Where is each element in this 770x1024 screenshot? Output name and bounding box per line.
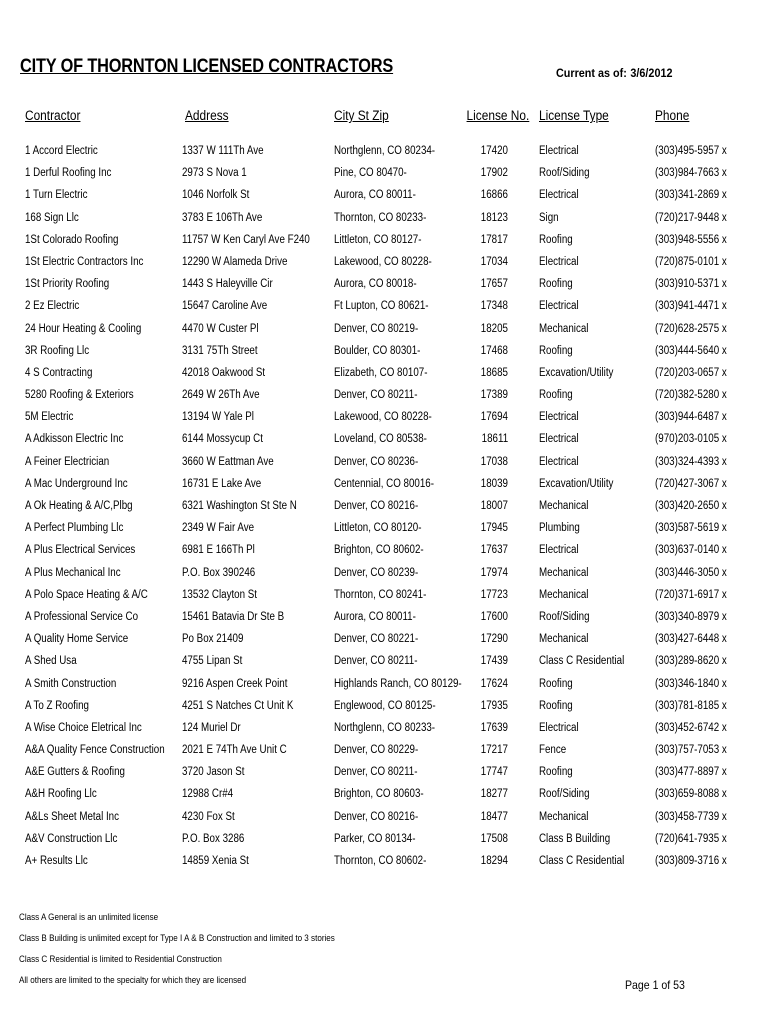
license-type: Mechanical	[539, 322, 589, 335]
license-type: Excavation/Utility	[539, 366, 614, 379]
contractor-city: Lakewood, CO 80228-	[334, 411, 432, 424]
contractor-name: 5280 Roofing & Exteriors	[25, 389, 134, 402]
license-number: 17935	[480, 699, 508, 712]
page-number: Page 1 of 53	[625, 978, 685, 992]
column-header-contractor: Contractor	[25, 108, 81, 123]
license-type: Fence	[539, 744, 567, 757]
table-row	[0, 675, 770, 697]
contractor-address: 4470 W Custer Pl	[182, 322, 259, 335]
document-title: CITY OF THORNTON LICENSED CONTRACTORS	[20, 56, 394, 77]
license-type: Roofing	[539, 233, 573, 246]
contractor-phone: (303)446-3050 x	[655, 566, 727, 579]
contractor-address: 2649 W 26Th Ave	[182, 389, 260, 402]
license-number: 17747	[480, 766, 508, 779]
contractor-city: Centennial, CO 80016-	[334, 477, 434, 490]
contractor-address: 3660 W Eattman Ave	[182, 455, 274, 468]
contractor-address: 4230 Fox St	[182, 810, 235, 823]
contractor-city: Englewood, CO 80125-	[334, 699, 436, 712]
contractor-phone: (303)757-7053 x	[655, 744, 727, 757]
contractor-address: 15647 Caroline Ave	[182, 300, 268, 313]
contractor-name: A Feiner Electrician	[25, 455, 110, 468]
table-row	[0, 453, 770, 475]
license-type: Class B Building	[539, 832, 611, 845]
license-number: 17508	[480, 832, 508, 845]
contractor-city: Denver, CO 80239-	[334, 566, 419, 579]
table-row	[0, 364, 770, 386]
license-type: Mechanical	[539, 566, 589, 579]
license-type: Mechanical	[539, 500, 589, 512]
table-row	[0, 209, 770, 231]
contractor-address: 2349 W Fair Ave	[182, 522, 255, 535]
contractor-name: A&H Roofing Llc	[25, 788, 97, 801]
license-type: Electrical	[539, 411, 579, 424]
table-row	[0, 275, 770, 297]
contractor-address: 3131 75Th Street	[182, 344, 258, 357]
contractor-name: A Plus Electrical Services	[25, 544, 136, 557]
license-type: Electrical	[539, 721, 579, 734]
contractor-name: A Quality Home Service	[25, 633, 129, 646]
license-number: 17723	[480, 588, 508, 601]
license-type: Electrical	[539, 255, 579, 268]
license-number: 17639	[480, 721, 508, 734]
current-as-of-label: Current as of:	[556, 66, 627, 80]
table-row	[0, 231, 770, 253]
license-type: Electrical	[539, 544, 579, 557]
contractor-address: 6981 E 166Th Pl	[182, 544, 255, 557]
contractor-address: 13532 Clayton St	[182, 588, 257, 601]
contractor-name: A Professional Service Co	[25, 610, 139, 623]
contractor-phone: (303)948-5556 x	[655, 233, 727, 246]
table-row	[0, 741, 770, 763]
contractor-name: A&V Construction Llc	[25, 832, 118, 845]
contractor-city: Parker, CO 80134-	[334, 832, 416, 845]
license-type: Roofing	[539, 344, 573, 357]
contractor-city: Denver, CO 80211-	[334, 655, 418, 668]
license-type: Roof/Siding	[539, 788, 590, 801]
contractor-name: 3R Roofing Llc	[25, 344, 90, 357]
contractor-phone: (303)458-7739 x	[655, 810, 727, 823]
license-type: Mechanical	[539, 633, 589, 646]
contractor-city: Thornton, CO 80233-	[334, 211, 427, 224]
contractor-name: 1St Priority Roofing	[25, 278, 110, 291]
table-row	[0, 320, 770, 342]
contractor-address: 4251 S Natches Ct Unit K	[182, 699, 294, 712]
contractor-address: Po Box 21409	[182, 633, 244, 646]
license-number: 17420	[480, 145, 508, 157]
license-type: Roofing	[539, 389, 573, 402]
contractor-address: 14859 Xenia St	[182, 855, 249, 867]
contractor-address: 6144 Mossycup Ct	[182, 433, 263, 446]
license-number: 16866	[480, 189, 508, 202]
column-header-city: City St Zip	[334, 108, 389, 123]
contractor-table	[0, 142, 770, 874]
license-note: All others are limited to the specialty for which they are licensed	[19, 975, 247, 986]
license-type: Plumbing	[539, 522, 580, 535]
contractor-city: Denver, CO 80211-	[334, 766, 418, 779]
table-row	[0, 408, 770, 430]
contractor-name: 2 Ez Electric	[25, 300, 80, 313]
table-row	[0, 386, 770, 408]
contractor-name: A&Ls Sheet Metal Inc	[25, 810, 120, 823]
license-type: Mechanical	[539, 810, 589, 823]
contractor-phone: (303)324-4393 x	[655, 455, 727, 468]
contractor-name: A Perfect Plumbing Llc	[25, 522, 124, 535]
license-number: 18123	[480, 211, 508, 224]
license-type: Roofing	[539, 278, 573, 291]
license-number: 17468	[480, 344, 508, 357]
table-row	[0, 342, 770, 364]
table-row	[0, 719, 770, 741]
contractor-city: Brighton, CO 80602-	[334, 544, 424, 557]
license-number: 17945	[480, 522, 508, 535]
contractor-city: Aurora, CO 80018-	[334, 278, 417, 291]
contractor-city: Brighton, CO 80603-	[334, 788, 424, 801]
license-type: Mechanical	[539, 588, 589, 601]
contractor-city: Northglenn, CO 80233-	[334, 721, 436, 734]
contractor-phone: (303)659-8088 x	[655, 788, 727, 801]
column-header-license-no: License No.	[466, 108, 529, 123]
contractor-city: Denver, CO 80216-	[334, 810, 419, 823]
contractor-address: 15461 Batavia Dr Ste B	[182, 610, 285, 623]
table-row	[0, 808, 770, 830]
license-number: 17624	[480, 677, 508, 690]
contractor-city: Loveland, CO 80538-	[334, 433, 427, 446]
contractor-phone: (303)420-2650 x	[655, 500, 727, 512]
contractor-phone: (720)217-9448 x	[655, 211, 727, 224]
license-number: 17600	[480, 610, 508, 623]
contractor-address: 9216 Aspen Creek Point	[182, 677, 288, 690]
contractor-city: Elizabeth, CO 80107-	[334, 366, 428, 379]
table-row	[0, 630, 770, 652]
contractor-phone: (720)641-7935 x	[655, 832, 727, 845]
contractor-address: 12988 Cr#4	[182, 788, 234, 801]
license-type: Roof/Siding	[539, 167, 590, 180]
table-row	[0, 830, 770, 852]
contractor-address: 3783 E 106Th Ave	[182, 211, 263, 224]
contractor-name: 1 Accord Electric	[25, 145, 98, 157]
contractor-name: A Plus Mechanical Inc	[25, 566, 121, 579]
contractor-address: P.O. Box 3286	[182, 832, 245, 845]
contractor-phone: (720)628-2575 x	[655, 322, 727, 335]
license-number: 17038	[480, 455, 508, 468]
table-row	[0, 785, 770, 807]
license-number: 18477	[480, 810, 508, 823]
contractor-name: A Wise Choice Eletrical Inc	[25, 721, 142, 734]
table-row	[0, 564, 770, 586]
contractor-phone: (303)341-2869 x	[655, 189, 727, 202]
contractor-phone: (303)944-6487 x	[655, 411, 727, 424]
contractor-address: P.O. Box 390246	[182, 566, 256, 579]
contractor-name: 1 Turn Electric	[25, 189, 88, 202]
contractor-phone: (303)781-8185 x	[655, 699, 727, 712]
contractor-address: 4755 Lipan St	[182, 655, 243, 668]
license-note: Class A General is an unlimited license	[19, 912, 159, 923]
contractor-name: A Mac Underground Inc	[25, 477, 128, 490]
contractor-city: Denver, CO 80211-	[334, 389, 418, 402]
contractor-address: 6321 Washington St Ste N	[182, 500, 297, 512]
contractor-name: A+ Results Llc	[25, 855, 88, 867]
contractor-name: 1St Colorado Roofing	[25, 233, 119, 246]
contractor-address: 3720 Jason St	[182, 766, 245, 779]
current-as-of	[556, 66, 672, 80]
contractor-phone: (303)289-8620 x	[655, 655, 727, 668]
contractor-name: 24 Hour Heating & Cooling	[25, 322, 142, 335]
contractor-name: A&A Quality Fence Construction	[25, 744, 165, 757]
contractor-address: 42018 Oakwood St	[182, 366, 266, 379]
contractor-phone: (303)477-8897 x	[655, 766, 727, 779]
contractor-city: Aurora, CO 80011-	[334, 610, 416, 623]
column-header-phone: Phone	[655, 108, 690, 123]
license-number: 17034	[480, 255, 508, 268]
contractor-name: A Smith Construction	[25, 677, 117, 690]
license-number: 17637	[480, 544, 508, 557]
table-row	[0, 652, 770, 674]
table-row	[0, 586, 770, 608]
contractor-name: 4 S Contracting	[25, 366, 93, 379]
contractor-address: 1337 W 111Th Ave	[182, 145, 264, 157]
license-note: Class B Building is unlimited except for Type I A & B Construction and limited to 3 stories	[19, 933, 335, 944]
table-row	[0, 608, 770, 630]
license-number: 18685	[480, 366, 508, 379]
contractor-phone: (303)809-3716 x	[655, 855, 727, 867]
license-type: Electrical	[539, 145, 579, 157]
contractor-address: 11757 W Ken Caryl Ave F240	[182, 233, 310, 246]
contractor-name: A Shed Usa	[25, 655, 77, 668]
contractor-name: A Polo Space Heating & A/C	[25, 588, 148, 601]
contractor-phone: (720)203-0657 x	[655, 366, 727, 379]
contractor-city: Thornton, CO 80241-	[334, 588, 427, 601]
contractor-phone: (720)382-5280 x	[655, 389, 727, 402]
table-row	[0, 186, 770, 208]
contractor-phone: (303)346-1840 x	[655, 677, 727, 690]
license-notes	[19, 912, 391, 996]
contractor-phone: (720)875-0101 x	[655, 255, 727, 268]
column-header-license-type: License Type	[539, 108, 609, 123]
contractor-phone: (303)984-7663 x	[655, 167, 727, 180]
contractor-address: 1046 Norfolk St	[182, 189, 250, 202]
contractor-name: 1 Derful Roofing Inc	[25, 167, 112, 180]
contractor-phone: (303)340-8979 x	[655, 610, 727, 623]
license-number: 18007	[480, 500, 508, 512]
table-row	[0, 253, 770, 275]
contractor-address: 16731 E Lake Ave	[182, 477, 262, 490]
contractor-name: A To Z Roofing	[25, 699, 89, 712]
license-number: 18205	[480, 322, 508, 335]
contractor-phone: (303)587-5619 x	[655, 522, 727, 535]
license-type: Sign	[539, 211, 559, 224]
license-type: Electrical	[539, 455, 579, 468]
contractor-city: Denver, CO 80221-	[334, 633, 419, 646]
license-type: Roofing	[539, 766, 573, 779]
column-header-address: Address	[185, 108, 229, 123]
table-row	[0, 142, 770, 164]
contractor-address: 2021 E 74Th Ave Unit C	[182, 744, 287, 757]
contractor-name: A Ok Heating & A/C,Plbg	[25, 500, 133, 512]
table-row	[0, 430, 770, 452]
contractor-city: Denver, CO 80236-	[334, 455, 419, 468]
license-number: 17902	[480, 167, 508, 180]
table-row	[0, 541, 770, 563]
contractor-address: 124 Muriel Dr	[182, 721, 241, 734]
contractor-phone: (303)427-6448 x	[655, 633, 727, 646]
license-note: Class C Residential is limited to Residential Construction	[19, 954, 222, 965]
license-number: 17348	[480, 300, 508, 313]
contractor-city: Denver, CO 80219-	[334, 322, 419, 335]
license-number: 18611	[481, 433, 508, 446]
contractor-phone: (303)637-0140 x	[655, 544, 727, 557]
table-row	[0, 297, 770, 319]
table-row	[0, 697, 770, 719]
table-row	[0, 519, 770, 541]
contractor-city: Aurora, CO 80011-	[334, 189, 416, 202]
license-number: 17817	[480, 233, 508, 246]
license-number: 17694	[480, 411, 508, 424]
contractor-phone: (970)203-0105 x	[655, 433, 727, 446]
contractor-address: 1443 S Haleyville Cir	[182, 278, 273, 291]
contractor-city: Denver, CO 80216-	[334, 500, 419, 512]
contractor-phone: (303)941-4471 x	[655, 300, 727, 313]
license-type: Class C Residential	[539, 655, 625, 668]
contractor-phone: (303)444-5640 x	[655, 344, 727, 357]
license-type: Excavation/Utility	[539, 477, 614, 490]
contractor-name: A Adkisson Electric Inc	[25, 433, 124, 446]
table-row	[0, 852, 770, 874]
contractor-address: 12290 W Alameda Drive	[182, 255, 288, 268]
contractor-city: Northglenn, CO 80234-	[334, 145, 436, 157]
license-number: 17217	[480, 744, 508, 757]
contractor-name: 1St Electric Contractors Inc	[25, 255, 144, 268]
license-number: 18294	[480, 855, 508, 867]
table-row	[0, 497, 770, 519]
contractor-phone: (303)910-5371 x	[655, 278, 727, 291]
contractor-city: Littleton, CO 80120-	[334, 522, 422, 535]
license-type: Class C Residential	[539, 855, 625, 867]
license-number: 18039	[480, 477, 508, 490]
license-number: 18277	[480, 788, 508, 801]
license-number: 17389	[480, 389, 508, 402]
license-type: Roofing	[539, 699, 573, 712]
contractor-city: Denver, CO 80229-	[334, 744, 419, 757]
license-type: Electrical	[539, 189, 579, 202]
contractor-city: Ft Lupton, CO 80621-	[334, 300, 429, 313]
contractor-phone: (303)452-6742 x	[655, 721, 727, 734]
contractor-phone: (303)495-5957 x	[655, 145, 727, 157]
contractor-address: 2973 S Nova 1	[182, 167, 247, 180]
contractor-name: A&E Gutters & Roofing	[25, 766, 125, 779]
contractor-city: Thornton, CO 80602-	[334, 855, 427, 867]
license-type: Roofing	[539, 677, 573, 690]
contractor-phone: (720)427-3067 x	[655, 477, 727, 490]
table-row	[0, 164, 770, 186]
current-as-of-date: 3/6/2012	[630, 66, 673, 80]
contractor-city: Highlands Ranch, CO 80129-	[334, 677, 462, 690]
table-row	[0, 763, 770, 785]
contractor-phone: (720)371-6917 x	[655, 588, 727, 601]
license-number: 17657	[480, 278, 508, 291]
contractor-city: Littleton, CO 80127-	[334, 233, 422, 246]
contractor-name: 168 Sign Llc	[25, 211, 79, 224]
contractor-name: 5M Electric	[25, 411, 74, 424]
license-type: Electrical	[539, 433, 579, 446]
license-type: Electrical	[539, 300, 579, 313]
contractor-city: Pine, CO 80470-	[334, 167, 407, 180]
license-number: 17974	[480, 566, 508, 579]
license-number: 17439	[480, 655, 508, 668]
contractor-address: 13194 W Yale Pl	[182, 411, 254, 424]
license-type: Roof/Siding	[539, 610, 590, 623]
contractor-city: Boulder, CO 80301-	[334, 344, 421, 357]
license-number: 17290	[480, 633, 508, 646]
contractor-city: Lakewood, CO 80228-	[334, 255, 432, 268]
table-row	[0, 475, 770, 497]
